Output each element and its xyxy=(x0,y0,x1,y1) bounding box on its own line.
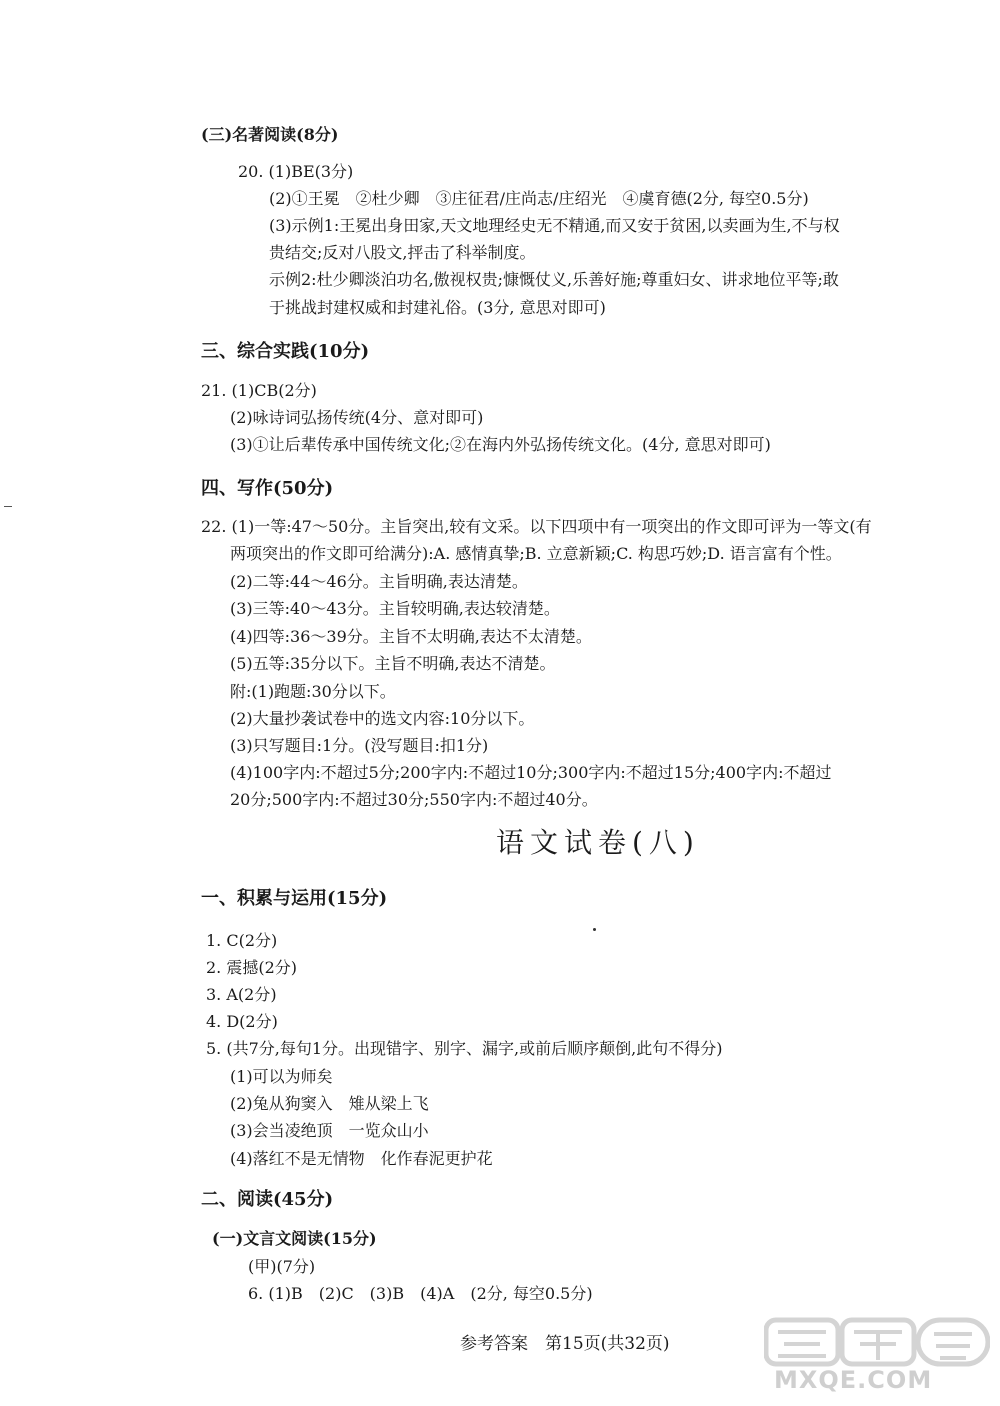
q2-answer: 2. 震撼(2分) xyxy=(206,958,298,977)
paper-title: 语文试卷(八) xyxy=(496,826,700,859)
q22-line-6: (5)五等:35分以下。主旨不明确,表达不清楚。 xyxy=(230,654,556,673)
q3-answer: 3. A(2分) xyxy=(206,985,277,1004)
q20-line-5: 示例2:杜少卿淡泊功名,傲视权贵;慷慨仗义,乐善好施;尊重妇女、讲求地位平等;敢 xyxy=(269,270,839,289)
q21-line-1: 21. (1)CB(2分) xyxy=(201,381,317,400)
q22-line-4: (3)三等:40～43分。主旨较明确,表达较清楚。 xyxy=(230,599,560,618)
q5-line-2: (1)可以为师矣 xyxy=(230,1067,333,1086)
q20-line-6: 于挑战封建权威和封建礼俗。(3分, 意思对即可) xyxy=(269,298,606,317)
q20-line-3: (3)示例1:王冕出身田家,天文地理经史无不精通,而又安于贫困,以卖画为生,不与权 xyxy=(269,216,840,235)
q22-line-2: 两项突出的作文即可给满分):A. 感情真挚;B. 立意新颖;C. 构思巧妙;D. 语言富有个性。 xyxy=(230,544,842,563)
q20-line-4: 贵结交;反对八股文,抨击了科举制度。 xyxy=(269,243,536,262)
watermark-logo xyxy=(764,1316,990,1368)
section-heading-reading: 二、阅读(45分) xyxy=(201,1189,334,1210)
q4-answer: 4. D(2分) xyxy=(206,1012,278,1031)
section-heading-writing: 四、写作(50分) xyxy=(201,478,334,499)
q22-line-8: (2)大量抄袭试卷中的选文内容:10分以下。 xyxy=(230,709,535,728)
q20-line-2: (2)①王冕 ②杜少卿 ③庄征君/庄尚志/庄绍光 ④虞育德(2分, 每空0.5分) xyxy=(269,189,809,208)
q22-line-3: (2)二等:44～46分。主旨明确,表达清楚。 xyxy=(230,572,528,591)
section-heading-practice: 三、综合实践(10分) xyxy=(201,341,370,362)
watermark-url: MXQE.COM xyxy=(774,1366,933,1394)
watermark xyxy=(764,1316,990,1398)
q22-line-7: 附:(1)跑题:30分以下。 xyxy=(230,682,396,701)
q22-line-9: (3)只写题目:1分。(没写题目:扣1分) xyxy=(230,736,489,755)
q1-answer: 1. C(2分) xyxy=(206,931,278,950)
margin-mark xyxy=(4,506,12,507)
q5-line-1: 5. (共7分,每句1分。出现错字、别字、漏字,或前后顺序颠倒,此句不得分) xyxy=(206,1039,723,1058)
q21-line-3: (3)①让后辈传承中国传统文化;②在海内外弘扬传统文化。(4分, 意思对即可) xyxy=(230,435,771,454)
q22-line-10: (4)100字内:不超过5分;200字内:不超过10分;300字内:不超过15分;400字内:不超过 xyxy=(230,763,832,782)
section-heading-accumulation: 一、积累与运用(15分) xyxy=(201,888,388,909)
q22-line-1: 22. (1)一等:47～50分。主旨突出,较有文采。以下四项中有一项突出的作文即可评为一等文(有 xyxy=(201,517,872,536)
q5-line-4: (3)会当凌绝顶 一览众山小 xyxy=(230,1121,429,1140)
q5-line-3: (2)兔从狗窦入 雉从梁上飞 xyxy=(230,1094,429,1113)
section-heading-famous-works: (三)名著阅读(8分) xyxy=(201,125,339,144)
q22-line-11: 20分;500字内:不超过30分;550字内:不超过40分。 xyxy=(230,790,598,809)
page-footer: 参考答案 第15页(共32页) xyxy=(460,1334,670,1354)
part-jia: (甲)(7分) xyxy=(248,1257,316,1276)
q22-line-5: (4)四等:36～39分。主旨不太明确,表达不太清楚。 xyxy=(230,627,592,646)
q5-line-5: (4)落红不是无情物 化作春泥更护花 xyxy=(230,1149,493,1168)
subsection-heading-classical: (一)文言文阅读(15分) xyxy=(212,1229,377,1248)
q20-line-1: 20. (1)BE(3分) xyxy=(238,162,354,181)
stray-dot xyxy=(593,928,596,931)
q6-answer: 6. (1)B (2)C (3)B (4)A (2分, 每空0.5分) xyxy=(248,1284,593,1303)
q21-line-2: (2)咏诗词弘扬传统(4分、意对即可) xyxy=(230,408,484,427)
